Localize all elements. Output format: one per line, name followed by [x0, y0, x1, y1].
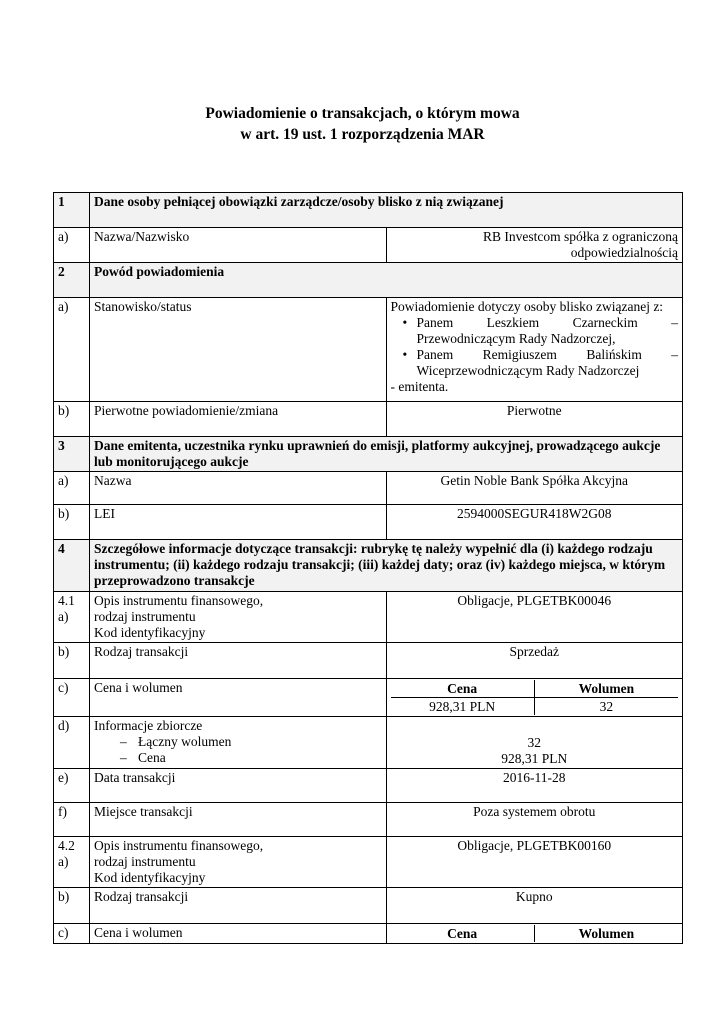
summary-price-value: 928,31 PLN	[501, 751, 568, 766]
section-1-header	[54, 193, 683, 228]
row-1a	[54, 228, 683, 263]
row-4-1a	[54, 592, 683, 643]
row-4-1c	[54, 679, 683, 717]
row-4-1e	[54, 769, 683, 803]
row-4-1b	[54, 643, 683, 679]
row-2b	[54, 402, 683, 437]
row-value: Getin Noble Bank Spółka Akcyjna	[386, 472, 683, 505]
status-list	[391, 315, 679, 379]
row-2a	[54, 298, 683, 402]
label-line: Kod identyfikacyjny	[94, 625, 206, 640]
row-number-sub: a)	[58, 609, 69, 624]
row-number-main: 4.1	[58, 593, 75, 608]
row-3b	[54, 505, 683, 540]
row-label: Cena i wolumen	[90, 679, 387, 717]
section-2-header	[54, 263, 683, 298]
label-line: rodzaj instrumentu	[94, 854, 196, 869]
label-line: Opis instrumentu finansowego,	[94, 838, 264, 853]
row-number-sub: a)	[58, 854, 69, 869]
section-heading: Powód powiadomienia	[90, 263, 683, 298]
price-volume-cell	[386, 679, 683, 717]
status-list-item: • Panem Leszkiem Czarneckim – Przewodniczącym Rady Nadzorczej,	[417, 315, 679, 347]
row-value	[386, 717, 683, 769]
row-number: b)	[54, 643, 90, 679]
row-number: b)	[54, 402, 90, 437]
section-number: 4	[54, 540, 90, 592]
section-4-header	[54, 540, 683, 592]
row-number: c)	[54, 924, 90, 944]
row-value: Poza systemem obrotu	[386, 803, 683, 837]
row-label	[90, 592, 387, 643]
summary-list-item: – Cena	[138, 750, 382, 766]
row-value: Obligacje, PLGETBK00046	[386, 592, 683, 643]
row-number: e)	[54, 769, 90, 803]
row-label: Nazwa	[90, 472, 387, 505]
row-label	[90, 717, 387, 769]
row-value: Sprzedaż	[386, 643, 683, 679]
row-label: Cena i wolumen	[90, 924, 387, 944]
section-heading: Dane osoby pełniącej obowiązki zarządcze/osoby blisko z nią związanej	[90, 193, 683, 228]
section-heading: Dane emitenta, uczestnika rynku uprawnień do emisji, platformy aukcyjnej, prowadzącego aukcje lub monitorującego aukcje	[90, 437, 683, 472]
price-column-header: Cena	[391, 925, 535, 942]
volume-value: 32	[534, 698, 678, 716]
section-3-header	[54, 437, 683, 472]
row-3a	[54, 472, 683, 505]
row-label	[90, 837, 387, 888]
row-value: 2594000SEGUR418W2G08	[386, 505, 683, 540]
status-list-item: • Panem Remigiuszem Balińskim – Wiceprzewodniczącym Rady Nadzorczej	[417, 347, 679, 379]
label-line: Kod identyfikacyjny	[94, 870, 206, 885]
row-label: Pierwotne powiadomienie/zmiana	[90, 402, 387, 437]
row-value: Kupno	[386, 888, 683, 924]
row-label: Rodzaj transakcji	[90, 888, 387, 924]
title-line-1: Powiadomienie o transakcjach, o którym mowa	[205, 105, 520, 122]
row-4-1d	[54, 717, 683, 769]
row-number: f)	[54, 803, 90, 837]
label-line: rodzaj instrumentu	[94, 609, 196, 624]
section-number: 3	[54, 437, 90, 472]
row-label: Data transakcji	[90, 769, 387, 803]
section-heading: Szczegółowe informacje dotyczące transakcji: rubrykę tę należy wypełnić dla (i) każdego rodzaju instrumentu; (ii) każdego rodzaju transakcji; (iii) każdej daty; oraz (iv) każdego miejsca, w którym przeprowadzono transakcje	[90, 540, 683, 592]
row-number: a)	[54, 228, 90, 263]
price-volume-table	[391, 925, 679, 942]
row-label: Rodzaj transakcji	[90, 643, 387, 679]
section-number: 1	[54, 193, 90, 228]
status-intro: Powiadomienie dotyczy osoby blisko związanej z:	[390, 299, 664, 314]
label-line: Opis instrumentu finansowego,	[94, 593, 264, 608]
title-line-2: w art. 19 ust. 1 rozporządzenia MAR	[240, 126, 485, 143]
row-number	[54, 837, 90, 888]
row-value: Pierwotne	[386, 402, 683, 437]
row-number: a)	[54, 472, 90, 505]
row-4-2b	[54, 888, 683, 924]
row-label: LEI	[90, 505, 387, 540]
row-value: RB Investcom spółka z ograniczoną odpowiedzialnością	[386, 228, 683, 263]
row-number: a)	[54, 298, 90, 402]
row-label: Nazwa/Nazwisko	[90, 228, 387, 263]
row-number-main: 4.2	[58, 838, 75, 853]
row-value: 2016-11-28	[386, 769, 683, 803]
section-number: 2	[54, 263, 90, 298]
row-number: b)	[54, 505, 90, 540]
row-number: c)	[54, 679, 90, 717]
row-label: Miejsce transakcji	[90, 803, 387, 837]
row-4-2a	[54, 837, 683, 888]
row-number: b)	[54, 888, 90, 924]
summary-list-item: – Łączny wolumen	[138, 734, 382, 750]
price-volume-cell	[386, 924, 683, 944]
price-column-header: Cena	[391, 680, 535, 698]
document-title	[0, 103, 725, 145]
row-4-2c	[54, 924, 683, 944]
volume-column-header: Wolumen	[534, 925, 678, 942]
row-number: d)	[54, 717, 90, 769]
price-value: 928,31 PLN	[391, 698, 535, 716]
row-value	[386, 298, 683, 402]
status-outro: - emitenta.	[390, 379, 449, 394]
summary-list	[94, 734, 382, 766]
row-4-1f	[54, 803, 683, 837]
row-number	[54, 592, 90, 643]
row-label: Stanowisko/status	[90, 298, 387, 402]
label-line: Informacje zbiorcze	[94, 718, 203, 733]
total-volume-value: 32	[527, 735, 541, 750]
price-volume-table	[391, 680, 679, 715]
notification-form-table	[53, 192, 683, 944]
volume-column-header: Wolumen	[534, 680, 678, 698]
row-value: Obligacje, PLGETBK00160	[386, 837, 683, 888]
